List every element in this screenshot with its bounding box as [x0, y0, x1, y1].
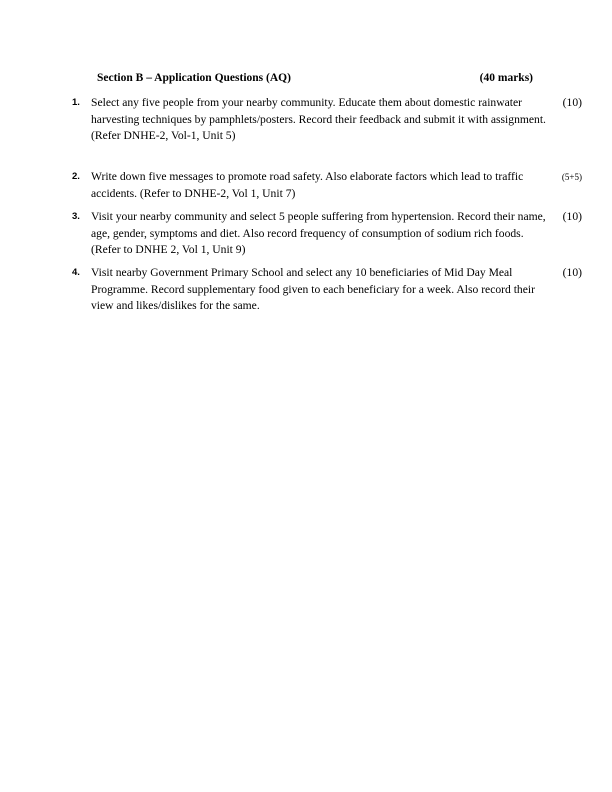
question-number: 1. — [72, 97, 80, 108]
question-text: Visit your nearby community and select 5 people suffering from hypertension. Record their name, age, gender, symptoms and diet. Also record frequency of consumption of sodium rich foods. (Refer to DNHE 2, Vol 1, Unit 9) — [91, 210, 546, 256]
question-number: 2. — [72, 171, 80, 182]
question-number: 4. — [72, 267, 80, 278]
section-header — [97, 72, 533, 88]
section-total-marks: (40 marks) — [479, 72, 533, 84]
section-title: Section B – Application Questions (AQ) — [97, 72, 291, 84]
question-text: Visit nearby Government Primary School and select any 10 beneficiaries of Mid Day Meal Programme. Record supplementary food given to each beneficiary for a week. Also record their view and likes/dislikes for the same. — [91, 266, 535, 312]
question-marks: (10) — [562, 266, 582, 279]
question-text: Select any five people from your nearby community. Educate them about domestic rainwater harvesting techniques by pamphlets/posters. Record their feedback and submit it with assignment.(Refer DNHE-2, Vol-1, Unit 5) — [91, 96, 546, 142]
question-marks: (10) — [562, 210, 582, 223]
question-number: 3. — [72, 211, 80, 222]
question-marks: (5+5) — [561, 172, 582, 182]
question-marks: (10) — [562, 96, 582, 109]
question-text: Write down five messages to promote road safety. Also elaborate factors which lead to traffic accidents. (Refer to DNHE-2, Vol 1, Unit 7) — [91, 170, 524, 200]
